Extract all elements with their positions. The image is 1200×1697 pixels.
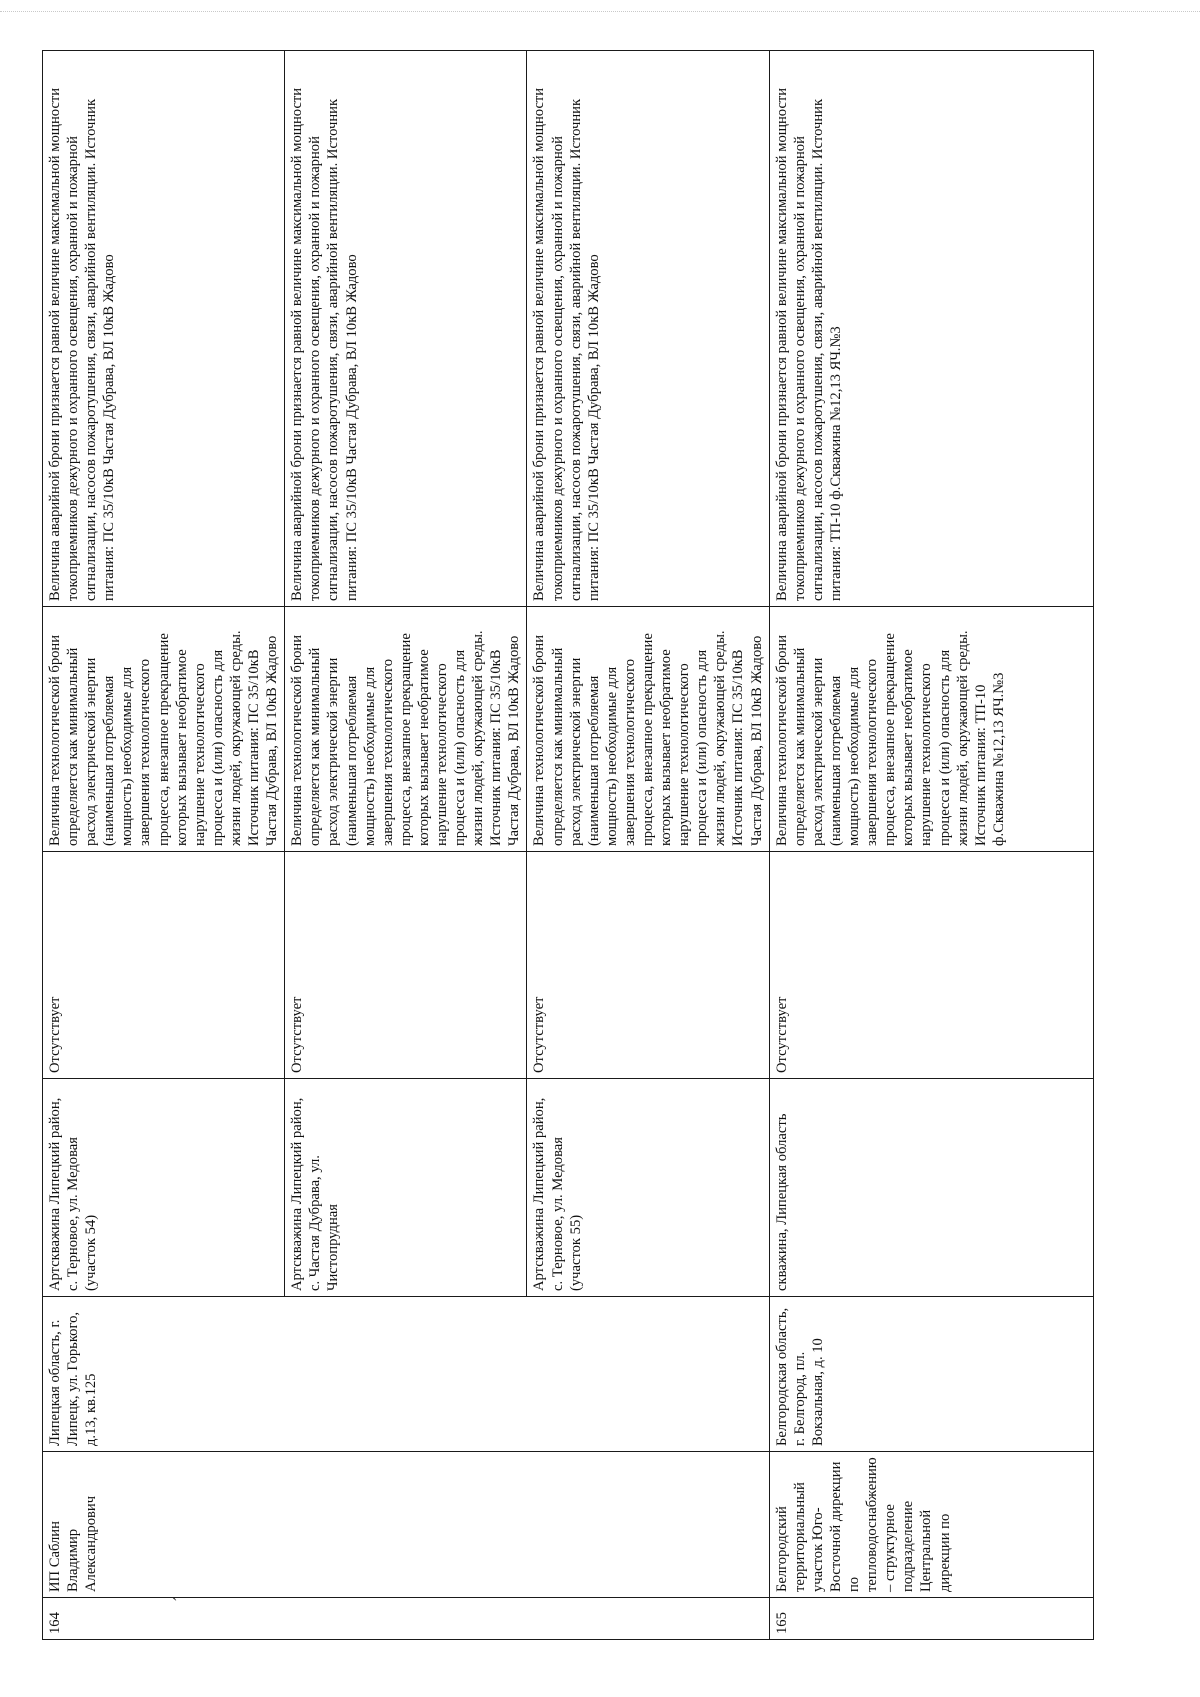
consumer-name: Белгородский территориальный участок Юго-Восточной дирекции по тепловодоснабжению – структурное подразделение Центральной дирекции по xyxy=(769,1452,1093,1598)
rotated-page xyxy=(42,50,1032,1640)
emergency-reserve-cell: Величина аварийной брони признается равной величине максимальной мощности токоприемников дежурного и охранного освещения, охранной и пожарной сигнализации, насосов пожаротушения, связи, аварийной вентиляции. Источник питания: ПС 35/10кВ Частая Дубрава, ВЛ 10кВ Жадово xyxy=(43,51,285,607)
status-cell: Отсутствует xyxy=(769,852,1093,1079)
emergency-reserve-cell: Величина аварийной брони признается равной величине максимальной мощности токоприемников дежурного и охранного освещения, охранной и пожарной сигнализации, насосов пожаротушения, связи, аварийной вентиляции. Источник питания: ТП-10 ф.Скважина №12,13 ЯЧ.№3 xyxy=(769,51,1093,607)
row-number: 164 xyxy=(43,1598,770,1640)
status-cell: Отсутствует xyxy=(527,852,769,1079)
emergency-reserve-cell: Величина аварийной брони признается равной величине максимальной мощности токоприемников дежурного и охранного освещения, охранной и пожарной сигнализации, насосов пожаротушения, связи, аварийной вентиляции. Источник питания: ПС 35/10кВ Частая Дубрава, ВЛ 10кВ Жадово xyxy=(285,51,527,607)
consumer-address: Белгородская область, г. Белгород, пл. Вокзальная, д. 10 xyxy=(769,1297,1093,1452)
table-row xyxy=(769,51,1093,1640)
pen-mark: ˏ xyxy=(172,1584,178,1601)
data-table xyxy=(42,50,1094,1640)
object-cell: скважина, Липецкая область xyxy=(769,1079,1093,1297)
table-row xyxy=(43,51,285,1640)
scan-edge-rule xyxy=(0,11,1200,12)
consumer-name: ИП Саблин Владимир Александрович xyxy=(43,1452,770,1598)
emergency-reserve-cell: Величина аварийной брони признается равной величине максимальной мощности токоприемников дежурного и охранного освещения, охранной и пожарной сигнализации, насосов пожаротушения, связи, аварийной вентиляции. Источник питания: ПС 35/10кВ Частая Дубрава, ВЛ 10кВ Жадово xyxy=(527,51,769,607)
tech-reserve-cell: Величина технологической брони определяется как минимальный расход электрической энергии (наименьшая потребляемая мощность) необходимые для завершения технологического процесса, внезапное прекращение которых вызывает необратимое нарушение технологического процесса и (или) опасность для жизни людей, окружающей среды. Источник питания: ПС 35/10кВ Частая Дубрава, ВЛ 10кВ Жадово xyxy=(43,607,285,852)
consumer-address: Липецкая область, г. Липецк, ул. Горького, д.13, кв.125 xyxy=(43,1297,770,1452)
tech-reserve-cell: Величина технологической брони определяется как минимальный расход электрической энергии (наименьшая потребляемая мощность) необходимые для завершения технологического процесса, внезапное прекращение которых вызывает необратимое нарушение технологического процесса и (или) опасность для жизни людей, окружающей среды. Источник питания: ТП-10 ф.Скважина №12,13 ЯЧ.№3 xyxy=(769,607,1093,852)
row-number: 165 xyxy=(769,1598,1093,1640)
tech-reserve-cell: Величина технологической брони определяется как минимальный расход электрической энергии (наименьшая потребляемая мощность) необходимые для завершения технологического процесса, внезапное прекращение которых вызывает необратимое нарушение технологического процесса и (или) опасность для жизни людей, окружающей среды. Источник питания: ПС 35/10кВ Частая Дубрава, ВЛ 10кВ Жадово xyxy=(285,607,527,852)
object-cell: Артскважина Липецкий район, с. Терновое, ул. Медовая (участок 55) xyxy=(527,1079,769,1297)
object-cell: Артскважина Липецкий район, с. Терновое, ул. Медовая (участок 54) xyxy=(43,1079,285,1297)
status-cell: Отсутствует xyxy=(285,852,527,1079)
status-cell: Отсутствует xyxy=(43,852,285,1079)
tech-reserve-cell: Величина технологической брони определяется как минимальный расход электрической энергии (наименьшая потребляемая мощность) необходимые для завершения технологического процесса, внезапное прекращение которых вызывает необратимое нарушение технологического процесса и (или) опасность для жизни людей, окружающей среды. Источник питания: ПС 35/10кВ Частая Дубрава, ВЛ 10кВ Жадово xyxy=(527,607,769,852)
object-cell: Артскважина Липецкий район, с. Частая Дубрава, ул. Чистопрудная xyxy=(285,1079,527,1297)
